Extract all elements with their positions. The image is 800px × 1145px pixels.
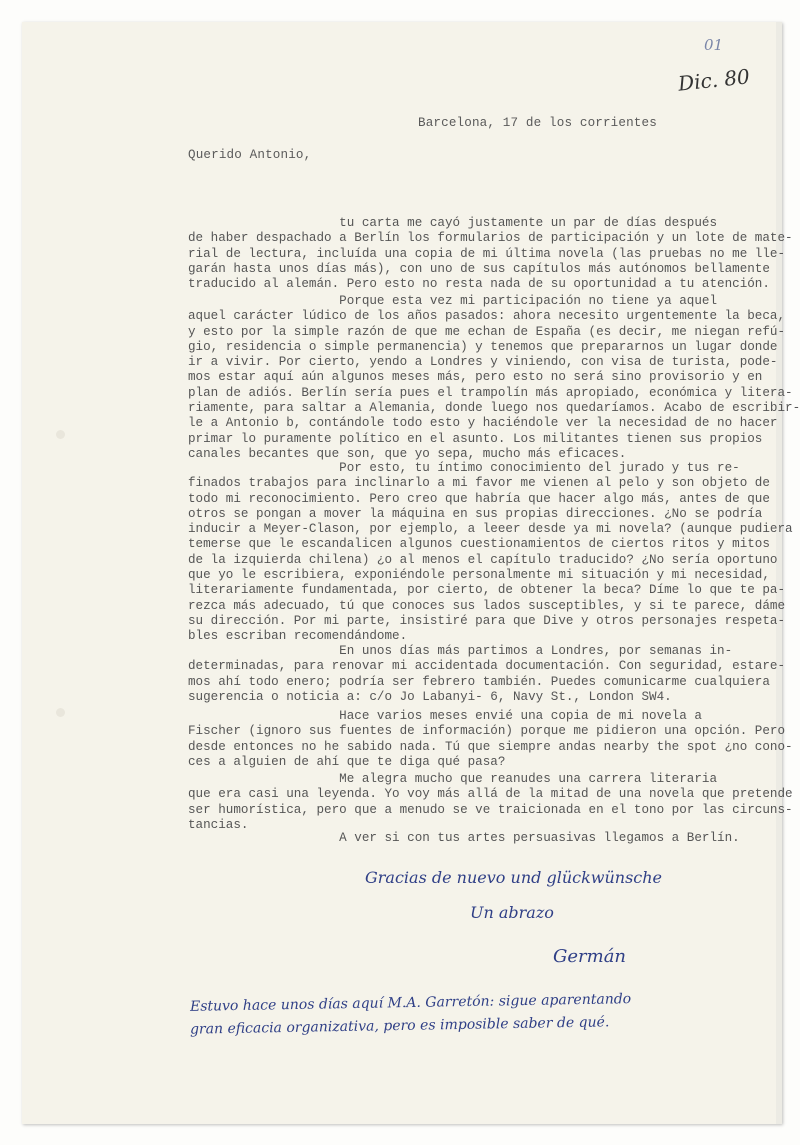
text-line: rial de lectura, incluída una copia de mi última novela (las pruebas no me lle- bbox=[188, 246, 786, 261]
text-line: mos estar aquí aún algunos meses más, pero esto no será sino provisorio y en bbox=[188, 370, 763, 385]
text-line: En unos días más partimos a Londres, por semanas in- bbox=[188, 644, 733, 658]
text-line: su dirección. Por mi parte, insistiré para que Dive y otros personajes respeta- bbox=[188, 613, 786, 628]
greeting: Querido Antonio, bbox=[188, 148, 312, 162]
text-line: gio, residencia o simple permanencia) y tenemos que prepararnos un lugar donde bbox=[188, 339, 778, 354]
text-line: traducido al alemán. Pero esto no resta nada de su oportunidad a tu atención. bbox=[188, 277, 770, 292]
handwritten-closing: Gracias de nuevo und glückwünsche bbox=[365, 868, 663, 887]
text-line: ser humorística, pero que a menudo se ve traicionada en el tono por las circuns- bbox=[188, 802, 793, 817]
punch-hole bbox=[56, 708, 65, 717]
punch-hole bbox=[56, 430, 65, 439]
text-line: Porque esta vez mi participación no tiene ya aquel bbox=[188, 294, 718, 308]
handwritten-postscript: Estuvo hace unos días aquí M.A. Garretón: sigue aparentando bbox=[189, 991, 632, 1015]
text-line: que yo le escribiera, exponiéndole personalmente mi situación y mi necesidad, bbox=[188, 568, 770, 583]
text-line: tu carta me cayó justamente un par de días después bbox=[188, 216, 718, 230]
text-line: bles escriban recomendándome. bbox=[188, 629, 408, 644]
text-line: Por esto, tu íntimo conocimiento del jurado y tus re- bbox=[188, 461, 740, 475]
paragraph bbox=[188, 831, 740, 846]
paragraph bbox=[188, 216, 793, 292]
text-line: que era casi una leyenda. Yo voy más allá de la mitad de una novela que pretende bbox=[188, 787, 793, 802]
text-line: aquel carácter lúdico de los años pasados: ahora necesito urgentemente la beca, bbox=[188, 309, 786, 324]
text-line: temerse que le escandalicen algunos cuestionamientos de ciertos ritos y mitos bbox=[188, 537, 770, 552]
text-line: tancias. bbox=[188, 817, 249, 832]
text-line: mos ahí todo enero; podría ser febrero también. Puedes comunicarme cualquiera bbox=[188, 674, 770, 689]
text-line: y esto por la simple razón de que me echan de España (es decir, me niegan refú- bbox=[188, 324, 786, 339]
text-line: literariamente fundamentada, por cierto, de obtener la beca? Díme lo que te pa- bbox=[188, 583, 786, 598]
paragraph bbox=[188, 294, 800, 462]
paragraph bbox=[188, 461, 793, 645]
text-line: rezca más adecuado, tú que conoces sus lados susceptibles, y si te parece, dáme bbox=[188, 598, 786, 613]
handwritten-closing: Un abrazo bbox=[470, 903, 554, 922]
text-line: riamente, para saltar a Alemania, donde luego nos quedaríamos. Acabo de escribir- bbox=[188, 401, 800, 416]
text-line: desde entonces no he sabido nada. Tú que siempre andas nearby the spot ¿no cono- bbox=[188, 739, 793, 754]
text-line: todo mi reconocimiento. Pero creo que habría que hacer algo más, antes de que bbox=[188, 491, 770, 506]
text-line: le a Antonio b, contándole todo esto y haciéndole ver la necesidad de no hacer bbox=[188, 416, 778, 431]
text-line: ir a vivir. Por cierto, yendo a Londres y viniendo, con visa de turista, pode- bbox=[188, 355, 778, 370]
text-line: de la izquierda chilena) ¿o al menos el capítulo traducido? ¿No sería oportuno bbox=[188, 552, 778, 567]
text-line: A ver si con tus artes persuasivas llegamos a Berlín. bbox=[188, 831, 740, 845]
paragraph bbox=[188, 709, 793, 770]
text-line: finados trabajos para inclinarlo a mi favor me vienen al pelo y son objeto de bbox=[188, 476, 770, 491]
text-line: garán hasta unos días más), con uno de sus capítulos más autónomos bellamente bbox=[188, 261, 770, 276]
text-line: otros se pongan a mover la máquina en sus propias direcciones. ¿No se podría bbox=[188, 506, 763, 521]
text-line: inducir a Meyer-Clason, por ejemplo, a leeer desde ya mi novela? (aunque pudiera bbox=[188, 522, 793, 537]
text-line: plan de adiós. Berlín sería pues el trampolín más apropiado, económica y litera- bbox=[188, 385, 793, 400]
text-line: ces a alguien de ahí que te diga qué pasa? bbox=[188, 754, 506, 769]
page-number-annotation: 01 bbox=[704, 36, 724, 54]
text-line: determinadas, para renovar mi accidentada documentación. Con seguridad, estare- bbox=[188, 659, 786, 674]
paragraph bbox=[188, 772, 793, 833]
text-line: Me alegra mucho que reanudes una carrera literaria bbox=[188, 772, 718, 786]
text-line: canales becantes que son, que yo sepa, mucho más eficaces. bbox=[188, 446, 627, 461]
paragraph bbox=[188, 644, 785, 705]
date-annotation: Dic. 80 bbox=[676, 64, 751, 96]
text-line: Fischer (ignoro sus fuentes de información) porque me pidieron una opción. Pero bbox=[188, 724, 786, 739]
signature: Germán bbox=[553, 946, 627, 967]
handwritten-postscript: gran eficacia organizativa, pero es imposible saber de qué. bbox=[189, 1014, 610, 1038]
place-date: Barcelona, 17 de los corrientes bbox=[418, 116, 657, 130]
text-line: primar lo puramente político en el asunto. Los militantes tienen sus propios bbox=[188, 431, 763, 446]
text-line: sugerencia o noticia a: c/o Jo Labanyi- 6, Navy St., London SW4. bbox=[188, 689, 672, 704]
text-line: de haber despachado a Berlín los formularios de participación y un lote de mate- bbox=[188, 231, 793, 246]
text-line: Hace varios meses envié una copia de mi novela a bbox=[188, 709, 702, 723]
